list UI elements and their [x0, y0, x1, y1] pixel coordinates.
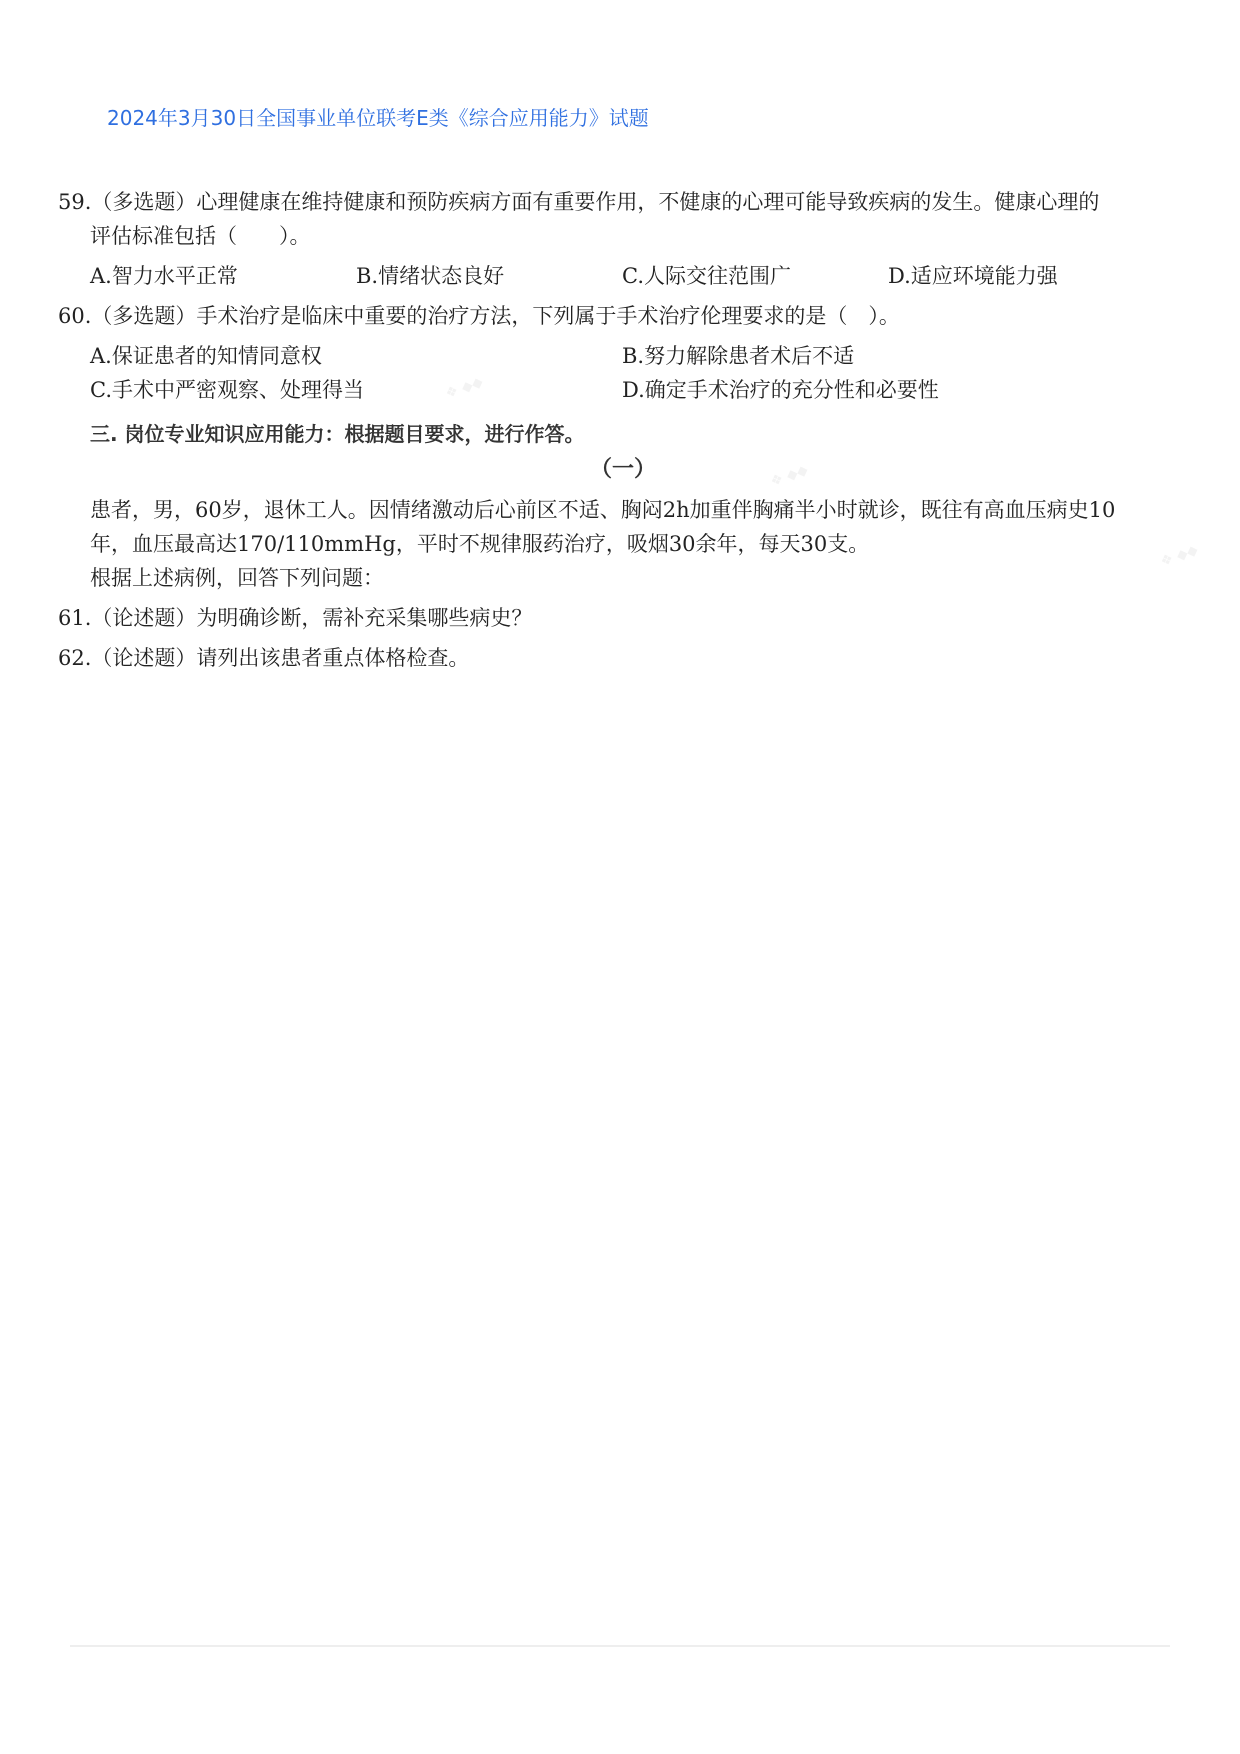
option-59-a: A.智力水平正常: [90, 264, 238, 288]
watermark-mark: ❖ ◆◆: [1158, 541, 1201, 571]
section-subheading: （一）: [590, 457, 657, 482]
option-60-a: A.保证患者的知情同意权: [90, 344, 322, 368]
question-60-text: 60.（多选题）手术治疗是临床中重要的治疗方法，下列属于手术治疗伦理要求的是（ ）。: [58, 304, 900, 328]
case-description-cont: 年，血压最高达170/110mmHg，平时不规律服药治疗，吸烟30余年，每天30支。: [90, 532, 870, 556]
case-description: 患者，男，60岁，退休工人。因情绪激动后心前区不适、胸闷2h加重伴胸痛半小时就诊，既往有高血压病史10: [90, 498, 1116, 522]
question-62-text: 62.（论述题）请列出该患者重点体格检查。: [58, 646, 470, 670]
section-title: 三. 岗位专业知识应用能力：根据题目要求，进行作答。: [90, 422, 585, 446]
case-prompt: 根据上述病例，回答下列问题：: [90, 566, 384, 590]
option-59-d: D.适应环境能力强: [888, 264, 1058, 288]
watermark-mark: ❖ ◆◆: [443, 373, 486, 403]
watermark-mark: ❖ ◆◆: [768, 461, 811, 491]
footer-divider: [70, 1645, 1170, 1647]
option-59-c: C.人际交往范围广: [622, 264, 791, 288]
option-59-b: B.情绪状态良好: [356, 264, 505, 288]
option-60-b: B.努力解除患者术后不适: [622, 344, 855, 368]
question-61-text: 61.（论述题）为明确诊断，需补充采集哪些病史？: [58, 606, 533, 630]
question-59-text-cont: 评估标准包括（ ）。: [90, 224, 311, 248]
option-60-d: D.确定手术治疗的充分性和必要性: [622, 378, 939, 402]
option-60-c: C.手术中严密观察、处理得当: [90, 378, 364, 402]
document-header-title: 2024年3月30日全国事业单位联考E类《综合应用能力》试题: [107, 106, 649, 130]
question-59-text: 59.（多选题）心理健康在维持健康和预防疾病方面有重要作用，不健康的心理可能导致疾病的发生。健康心理的: [58, 190, 1100, 214]
